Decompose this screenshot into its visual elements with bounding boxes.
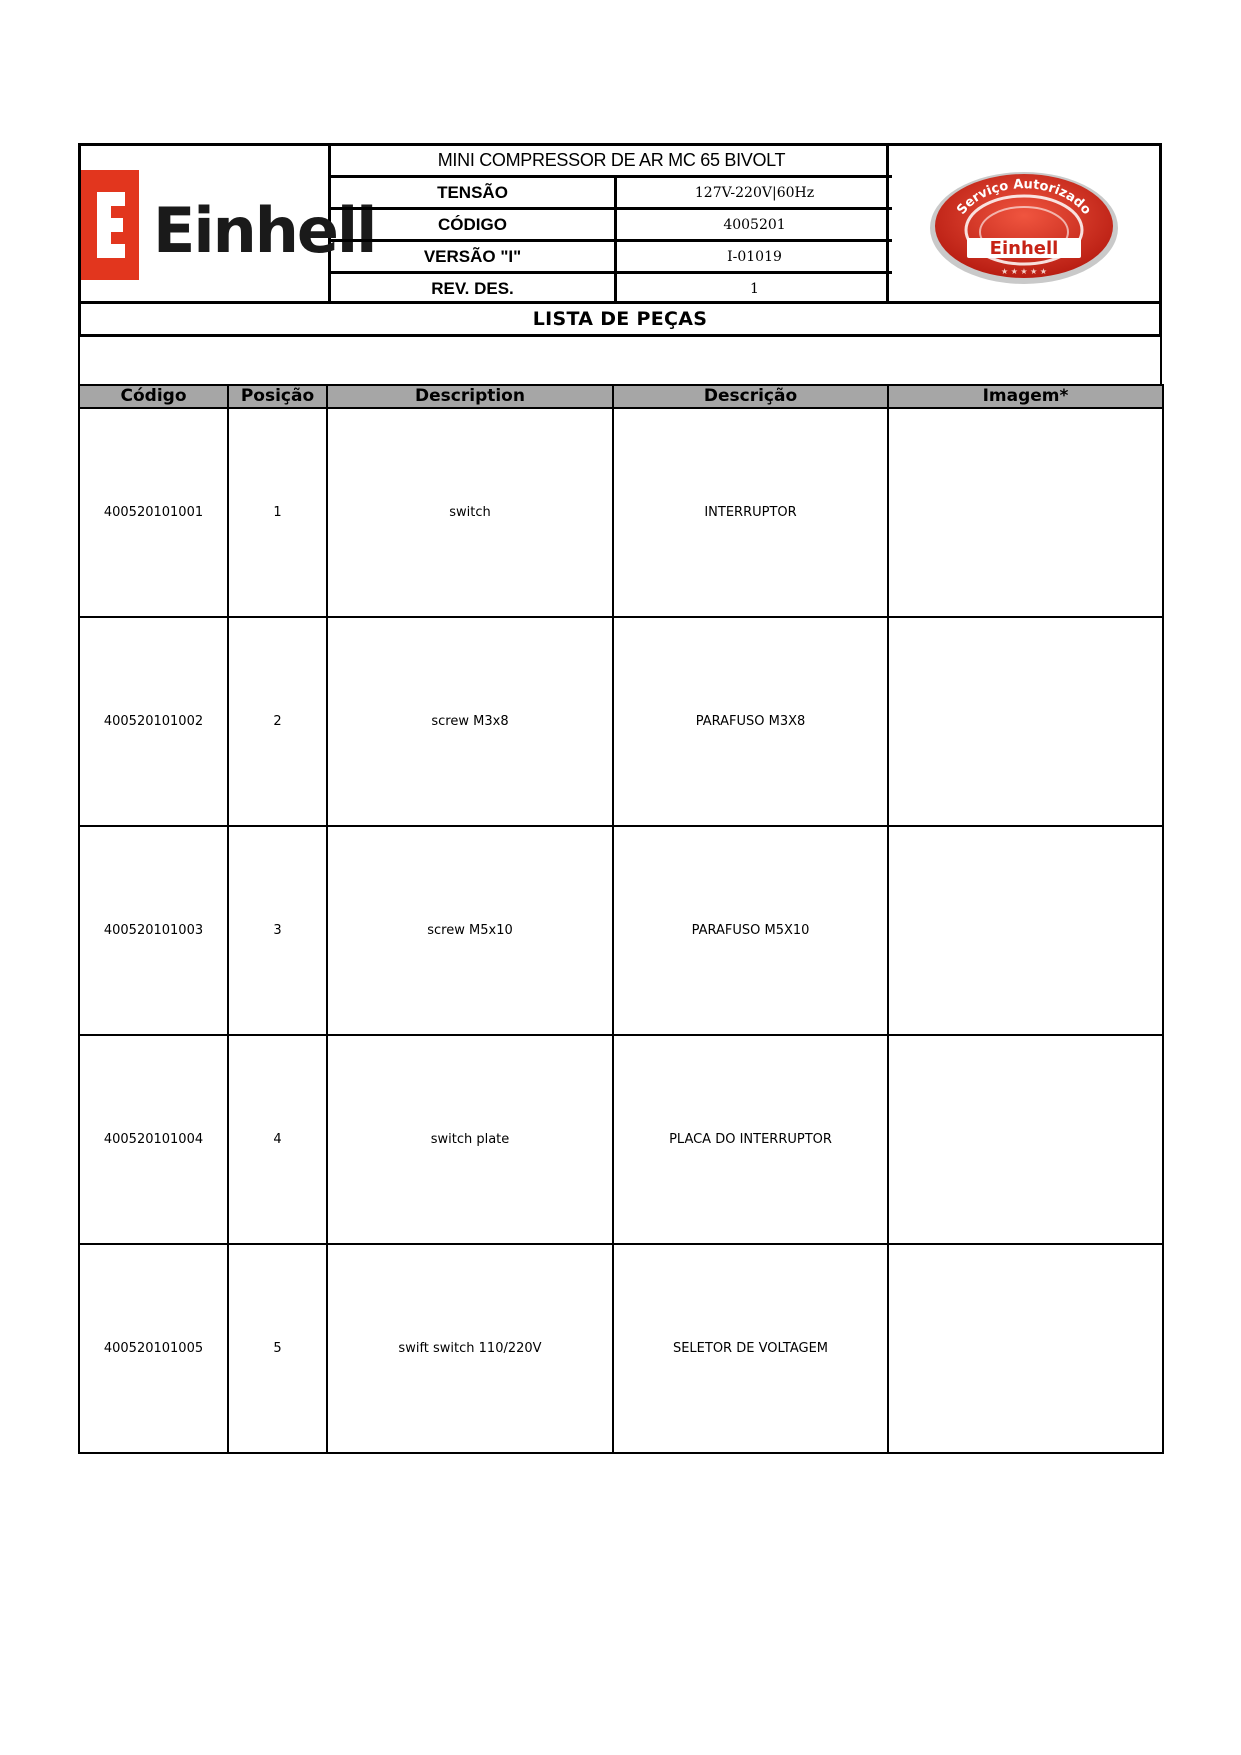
cell-codigo: 400520101003: [79, 826, 228, 1035]
cell-descricao: INTERRUPTOR: [613, 408, 888, 617]
product-title: MINI COMPRESSOR DE AR MC 65 BIVOLT: [331, 146, 892, 178]
column-header-posicao: Posição: [228, 385, 327, 408]
column-header-descricao: Descrição: [613, 385, 888, 408]
cell-codigo: 400520101001: [79, 408, 228, 617]
cell-description: screw M5x10: [327, 826, 613, 1035]
field-label: VERSÃO "I": [331, 242, 617, 271]
table-row: [79, 1035, 1163, 1244]
parts-table: [78, 384, 1164, 1454]
cell-posicao: 4: [228, 1035, 327, 1244]
field-row-versao: [331, 242, 892, 274]
table-header-row: [79, 385, 1163, 408]
table-row: [79, 408, 1163, 617]
logo-cell: [81, 146, 376, 301]
table-row: [79, 617, 1163, 826]
field-value: I-01019: [727, 249, 782, 265]
cell-imagem: [888, 1035, 1163, 1244]
field-row-codigo: [331, 210, 892, 242]
seal-cell: [886, 146, 1159, 301]
cell-imagem: [888, 408, 1163, 617]
cell-codigo: 400520101002: [79, 617, 228, 826]
column-header-codigo: Código: [79, 385, 228, 408]
cell-descricao: PLACA DO INTERRUPTOR: [613, 1035, 888, 1244]
field-value: 4005201: [723, 217, 786, 233]
svg-text:Einhell: Einhell: [153, 194, 376, 267]
cell-posicao: 3: [228, 826, 327, 1035]
table-row: [79, 826, 1163, 1035]
field-row-tensao: [331, 178, 892, 210]
field-label: CÓDIGO: [331, 210, 617, 239]
cell-posicao: 5: [228, 1244, 327, 1453]
document-header: [78, 143, 1162, 304]
parts-list-sheet: [78, 143, 1162, 1454]
field-value: 127V-220V|60Hz: [694, 185, 815, 201]
cell-imagem: [888, 826, 1163, 1035]
cell-description: swift switch 110/220V: [327, 1244, 613, 1453]
header-info: [331, 146, 892, 301]
cell-description: switch: [327, 408, 613, 617]
cell-description: switch plate: [327, 1035, 613, 1244]
einhell-logo: [81, 170, 376, 280]
cell-codigo: 400520101005: [79, 1244, 228, 1453]
field-row-rev: [331, 274, 892, 304]
field-value: 1: [750, 281, 759, 297]
column-header-description: Description: [327, 385, 613, 408]
blank-band: [78, 337, 1162, 384]
field-label: TENSÃO: [331, 178, 617, 207]
list-title: LISTA DE PEÇAS: [78, 304, 1162, 337]
cell-description: screw M3x8: [327, 617, 613, 826]
cell-imagem: [888, 617, 1163, 826]
svg-text:Einhell: Einhell: [989, 238, 1059, 259]
cell-imagem: [888, 1244, 1163, 1453]
cell-descricao: PARAFUSO M5X10: [613, 826, 888, 1035]
svg-text:Serviço Autorizado: Serviço Autorizado: [954, 177, 1094, 218]
table-row: [79, 1244, 1163, 1453]
svg-text:★ ★ ★ ★ ★: ★ ★ ★ ★ ★: [1000, 267, 1048, 276]
cell-posicao: 2: [228, 617, 327, 826]
cell-descricao: SELETOR DE VOLTAGEM: [613, 1244, 888, 1453]
cell-posicao: 1: [228, 408, 327, 617]
cell-descricao: PARAFUSO M3X8: [613, 617, 888, 826]
cell-codigo: 400520101004: [79, 1035, 228, 1244]
column-header-imagem: Imagem*: [888, 385, 1163, 408]
field-label: REV. DES.: [331, 274, 617, 304]
authorized-service-seal: [927, 166, 1121, 286]
